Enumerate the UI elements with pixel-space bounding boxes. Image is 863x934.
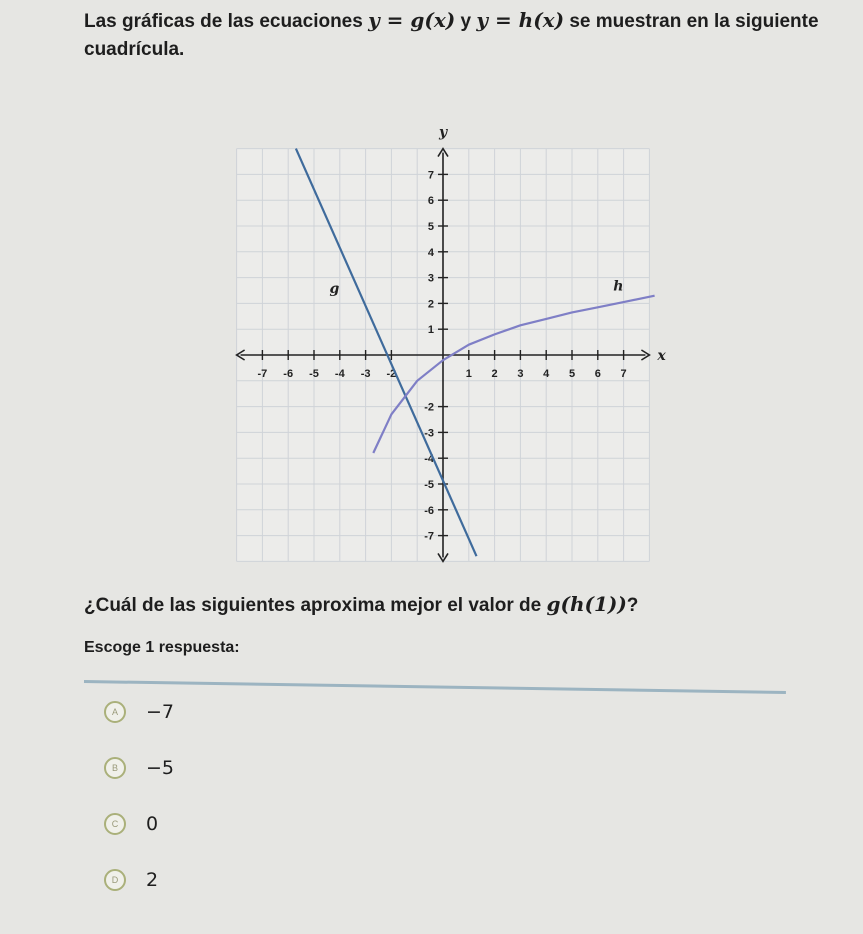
answer-option-c[interactable]: [104, 809, 158, 839]
question-text: [84, 6, 824, 64]
x-tick-label: 4: [543, 368, 550, 380]
x-axis-label: x: [657, 348, 666, 364]
x-tick-label: 3: [517, 368, 524, 380]
radio-icon[interactable]: C: [104, 813, 126, 835]
y-tick-label: -5: [424, 479, 434, 491]
y-tick-label: -3: [424, 427, 434, 440]
graph-svg: [228, 100, 668, 580]
answer-value: 0: [146, 813, 159, 835]
x-tick-label: 1: [465, 368, 472, 380]
prompt-expression: g(h(1)): [546, 592, 627, 616]
x-tick-label: 7: [620, 368, 627, 380]
series-label-h: h: [613, 278, 624, 295]
x-tick-label: -2: [386, 368, 397, 380]
prompt-question: [84, 592, 638, 617]
answer-option-b[interactable]: [104, 753, 174, 783]
x-tick-label: -4: [334, 368, 345, 380]
radio-icon[interactable]: A: [104, 701, 126, 723]
question-intro: Las gráficas de las ecuaciones: [84, 11, 363, 32]
x-tick-label: 5: [568, 368, 576, 380]
coordinate-grid: [228, 100, 668, 580]
y-axis-label: y: [439, 124, 448, 141]
equation-g: y = g(x): [368, 8, 456, 32]
y-tick-label: -7: [424, 530, 434, 543]
answer-option-a[interactable]: [104, 697, 174, 727]
choose-label: Escoge 1 respuesta:: [84, 639, 240, 656]
divider: [84, 680, 786, 694]
y-tick-label: -4: [424, 453, 434, 466]
series-label-g: g: [329, 281, 340, 298]
answer-value: 2: [146, 869, 159, 891]
y-tick-label: -6: [424, 504, 434, 517]
radio-icon[interactable]: B: [104, 757, 126, 779]
x-tick-label: -5: [309, 368, 319, 380]
x-tick-label: -3: [360, 368, 371, 380]
y-tick-label: 4: [427, 246, 434, 259]
answer-value: −5: [146, 757, 175, 779]
y-tick-label: 6: [427, 195, 434, 208]
radio-icon[interactable]: D: [104, 869, 126, 891]
answer-value: −7: [146, 701, 175, 723]
equation-h: y = h(x): [476, 8, 565, 32]
prompt-mark: ?: [626, 595, 639, 616]
y-tick-label: 7: [427, 169, 434, 182]
x-tick-label: 2: [491, 368, 498, 380]
y-tick-label: 3: [427, 272, 434, 285]
x-tick-label: 6: [594, 368, 601, 380]
y-tick-label: 1: [427, 324, 434, 337]
question-outro: se muestran en la siguiente cuadrícula.: [84, 11, 819, 60]
answer-option-d[interactable]: [104, 865, 158, 895]
x-tick-label: -6: [283, 368, 294, 380]
prompt-text: ¿Cuál de las siguientes aproxima mejor el valor de: [84, 595, 542, 616]
y-tick-label: 2: [427, 298, 434, 311]
question-conj: y: [460, 11, 472, 32]
y-tick-label: 5: [427, 221, 434, 233]
x-tick-label: -7: [257, 368, 268, 380]
y-tick-label: -2: [424, 401, 434, 414]
